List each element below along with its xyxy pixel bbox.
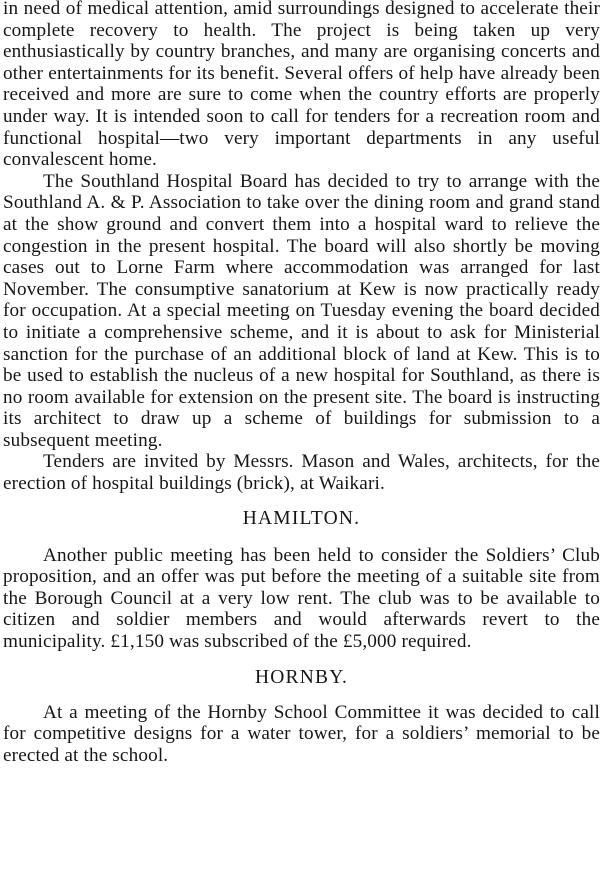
paragraph-waikari-tenders: Tenders are invited by Messrs. Mason and Wales, architects, for the erection of hospital buildings (brick), at Waikari. (3, 451, 600, 495)
section-heading-hornby: HORNBY. (254, 666, 349, 688)
article-page (3, 0, 600, 766)
paragraph-convalescent-home: in need of medical attention, amid surroundings designed to accelerate their complete recovery to health. The project is being taken up very enthusiastically by country branches, and many are organising concerts and other entertainments for its benefit. Several offers of help have already been received and more are sure to come when the country efforts are properly under way. It is intended soon to call for tenders for a recreation room and functional hospital—two very important departments in any useful convalescent home. (3, 0, 600, 171)
paragraph-southland-hospital-board: The Southland Hospital Board has decided to try to arrange with the Southland A. & P. Association to take over the dining room and grand stand at the show ground and convert them into a hospital ward to relieve the congestion in the present hospital. The board will also shortly be moving cases out to Lorne Farm where accommodation was arranged for last November. The consumptive sanatorium at Kew is now practically ready for occupation. At a special meeting on Tuesday evening the board decided to initiate a comprehensive scheme, and it is about to ask for Ministerial sanction for the purchase of an additional block of land at Kew. This is to be used to establish the nucleus of a new hospital for Southland, as there is no room available for extension on the present site. The board is instructing its architect to draw up a scheme of buildings for submission to a subsequent meeting. (3, 170, 600, 451)
paragraph-hornby-school-committee: At a meeting of the Hornby School Committee it was decided to call for competitive designs for a water tower, for a soldiers’ memorial to be erected at the school. (3, 701, 600, 766)
paragraph-hamilton-soldiers-club: Another public meeting has been held to consider the Soldiers’ Club proposition, and an offer was put before the meeting of a suitable site from the Borough Council at a very low rent. The club was to be available to citizen and soldier members and would afterwards revert to the municipality. £1,150 was subscribed of the £5,000 required. (3, 544, 600, 653)
section-heading-hamilton: HAMILTON. (242, 507, 361, 529)
